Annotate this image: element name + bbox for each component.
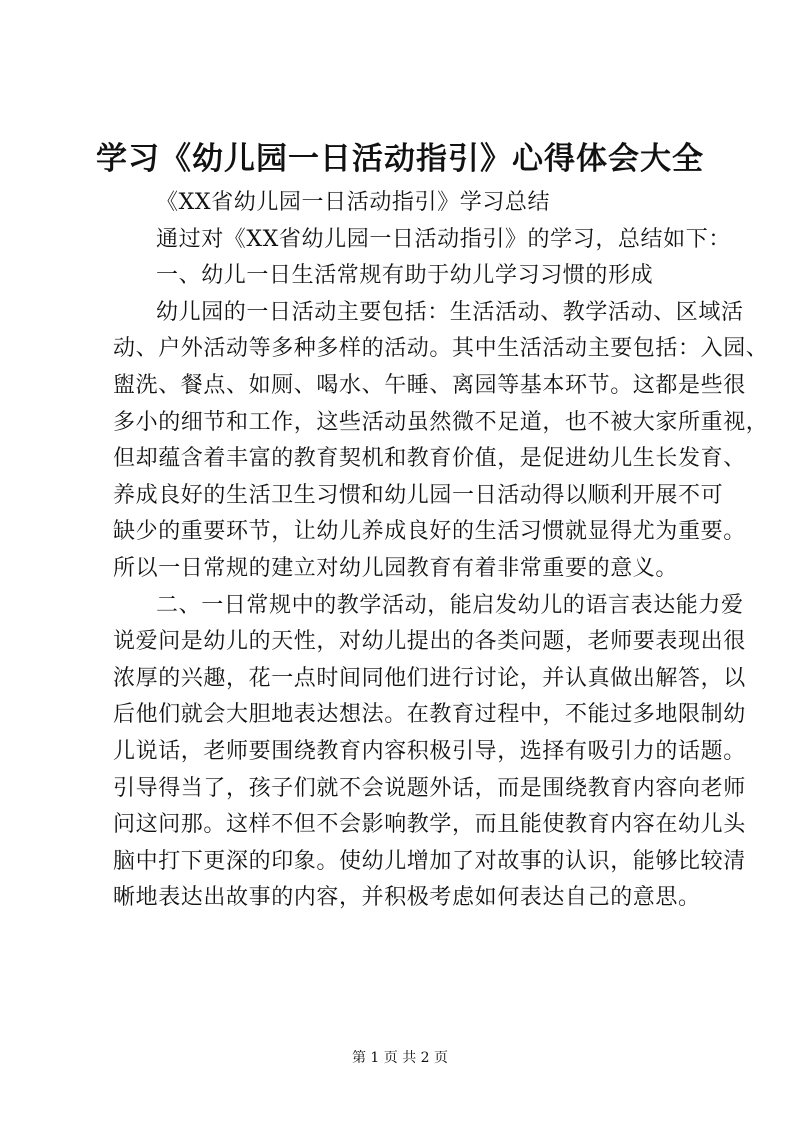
paragraph-line: 后他们就会大胆地表达想法。在教育过程中，不能过多地限制幼 [113,702,746,728]
paragraph-line: 浓厚的兴趣，花一点时间同他们进行讨论，并认真做出解答，以 [113,665,746,691]
paragraph-line: 动、户外活动等多种多样的活动。其中生活活动主要包括：入园、 [113,336,769,362]
paragraph-line: 二、一日常规中的教学活动，能启发幼儿的语言表达能力爱 [156,592,744,618]
document-title: 学习《幼儿园一日活动指引》心得体会大全 [96,141,704,177]
subtitle-paragraph [113,185,713,222]
section-1-paragraph [113,295,769,588]
paragraph-line: 盥洗、餐点、如厕、喝水、午睡、离园等基本环节。这都是些很 [113,372,746,398]
document-body [113,185,769,917]
intro-paragraph [113,222,731,259]
paragraph-line: 多小的细节和工作，这些活动虽然微不足道，也不被大家所重视， [113,409,769,435]
section-heading-1 [113,258,713,295]
paragraph-line: 晰地表达出故事的内容，并积极考虑如何表达自己的意思。 [113,885,701,911]
paragraph-line: 通过对《XX省幼儿园一日活动指引》的学习，总结如下： [156,226,731,252]
paragraph-line: 养成良好的生活卫生习惯和幼儿园一日活动得以顺利开展不可 [113,482,724,508]
paragraph-line: 儿说话，老师要围绕教育内容积极引导，选择有吸引力的话题。 [113,738,746,764]
paragraph-line: 说爱问是幼儿的天性，对幼儿提出的各类问题，老师要表现出很 [113,629,746,655]
paragraph-line: 脑中打下更深的印象。使幼儿增加了对故事的认识，能够比较清 [113,848,746,874]
paragraph-line: 一、幼儿一日生活常规有助于幼儿学习习惯的形成 [156,263,654,289]
paragraph-line: 引导得当了，孩子们就不会说题外话，而是围绕教育内容向老师 [113,775,746,801]
page-number-footer: 第 1 页 共 2 页 [351,1050,449,1066]
paragraph-line: 所以一日常规的建立对幼儿园教育有着非常重要的意义。 [113,555,679,581]
paragraph-line: 《XX省幼儿园一日活动指引》学习总结 [156,190,551,215]
section-2-paragraph [113,588,746,917]
paragraph-line: 幼儿园的一日活动主要包括：生活活动、教学活动、区域活 [156,299,744,325]
paragraph-line: 但却蕴含着丰富的教育契机和教育价值，是促进幼儿生长发育、 [113,446,746,472]
paragraph-line: 缺少的重要环节，让幼儿养成良好的生活习惯就显得尤为重要。 [113,519,746,545]
paragraph-line: 问这问那。这样不但不会影响教学，而且能使教育内容在幼儿头 [113,812,746,838]
